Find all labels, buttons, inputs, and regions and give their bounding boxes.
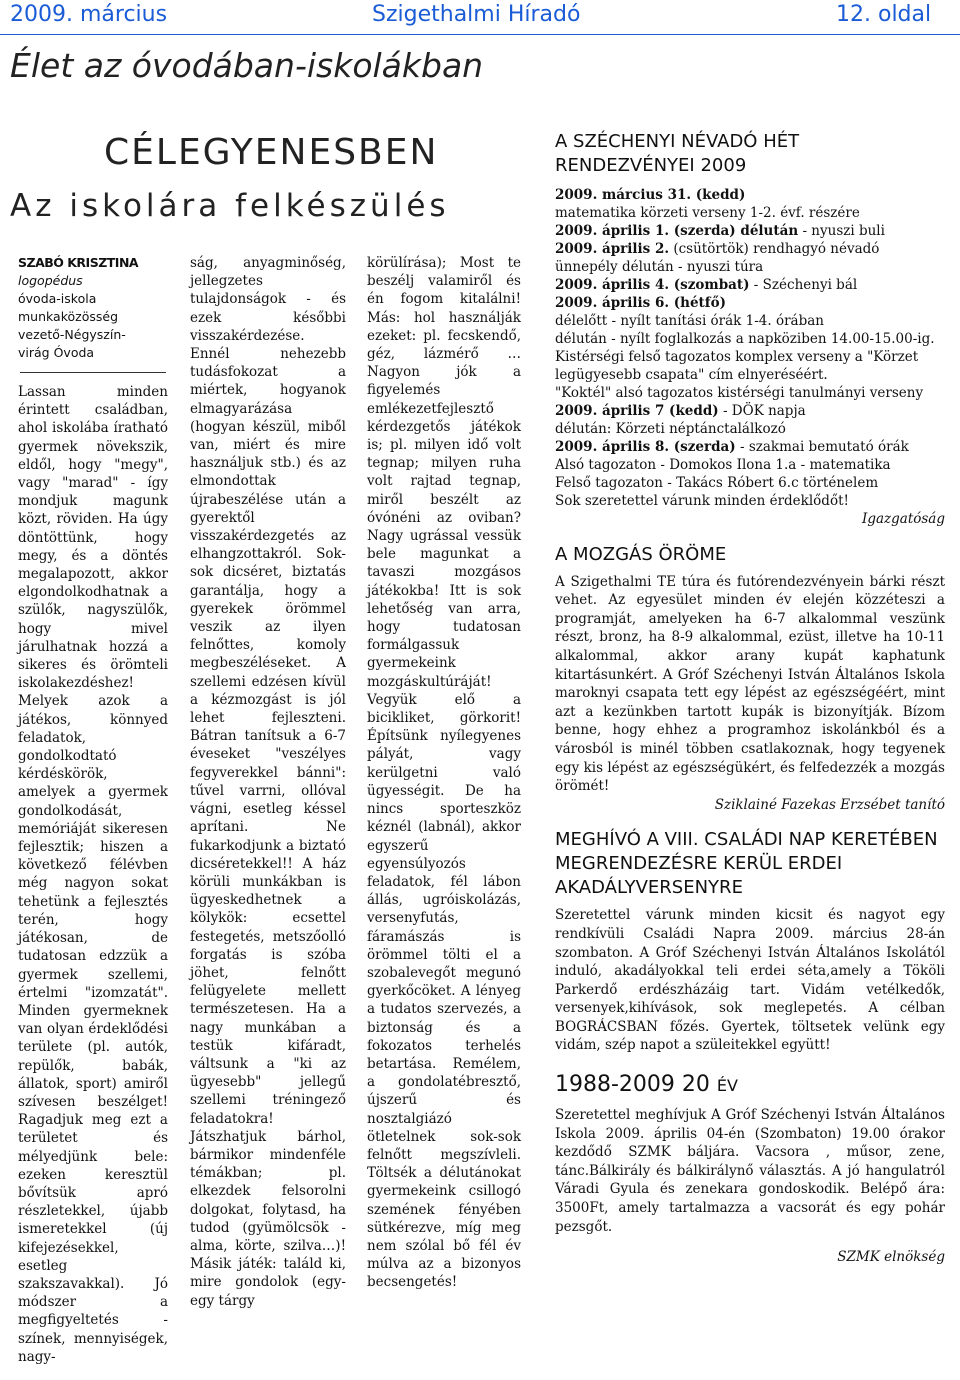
event-item: "Koktél" alsó tagozatos kistérségi tanulmányi verseny [555, 385, 924, 401]
ball-title-years: 1988-2009 20 [555, 1072, 710, 1098]
invitation-title [555, 828, 945, 900]
author-role-line: logopédus [18, 273, 83, 288]
author-name: SZABÓ KRISZTINA [18, 255, 139, 270]
author-role-line: virág Óvoda [18, 345, 95, 360]
event-title-line: RENDEZVÉNYEI 2009 [555, 155, 747, 176]
author-block [18, 254, 168, 362]
event-item: Felső tagozaton - Takács Róbert 6.c történelem [555, 475, 879, 491]
article-column-3 [367, 254, 521, 1292]
event-item: délelőtt - nyílt tanítási órák 1-4. órában [555, 313, 824, 329]
article-column-2 [190, 254, 346, 1310]
event-item: 2009. március 31. (kedd) [555, 187, 746, 203]
article-column-1 [18, 254, 168, 1366]
event-item: 2009. április 4. (szombat) - Széchenyi bál [555, 277, 858, 293]
sport-article-title: A MOZGÁS ÖRÖME [555, 543, 727, 565]
event-item: délután: Körzeti néptánctalálkozó [555, 421, 786, 437]
invitation-body: Szeretettel várunk minden kicsit és nagyot egy rendkívüli Családi Napra 2009. március 28-án szombaton. A Gróf Széchenyi István Általános Iskolától induló, akadályokkal teli erdei séta,amely a Tököli Parkerdő erdészházáig tart. Vidám vetélkedők, versenyek,kihívások, sok meglepetés. A célban BOGRÁCSBAN főzés. Gyertek, töltsetek velünk egy vidám, szép napot a szüleitekkel együtt! [555, 907, 945, 1054]
author-role-line: vezető-Négyszín- [18, 327, 126, 342]
event-title-line: A SZÉCHENYI NÉVADÓ HÉT [555, 131, 800, 152]
article-body-text: Lassan minden érintett családban, ahol iskolába íratható gyermek növekszik, eldől, hogy "megy", vagy "marad" - így mondjuk magunk közt, röviden. Ha úgy döntöttünk, hogy megy, és a döntés megalapozott, akkor elgondolkodhatnak a szülők, nagyszülők, hogy mivel járulhatnak hozzá a sikeres és örömteli iskolakezdéshez! Melyek azok a játékos, könnyed feladatok, gondolkodtató kérdéskörök, amelyek a gyermek gondolkodását, memóriáját sikeresen fejlesztik; hiszen a következő félévben még nagyon sokat tehetünk a fejlesztés terén, hogy játékosan, de tudatosan edzzük a gyermek szellemi, értelmi "izomzatát". Minden gyermeknek van olyan érdeklődési területe (pl. autók, repülők, babák, állatok, sport) amiről szívesen beszélget! Ragadjuk meg ezt a területet és mélyedjünk bele: ezeken keresztül bővítsük apró részletekkel, újabb ismeretekkel (új kifejezésekkel, esetleg szakszavakkal). Jó módszer a megfigyeltetés - színek, mennyiségek, nagy- [18, 384, 168, 1365]
event-item: 2009. április 1. (szerda) délután - nyuszi buli [555, 223, 885, 239]
author-divider [20, 372, 166, 373]
article-body-text: körülírása); Most te beszélj valamiről és én fogom kitalálni! Más: hol használják ezeket: pl. fecskendő, géz, lázmérő … Nagyon jók a figyelemés emlékezetfejlesztő kérdezgetős játékok is; pl. milyen idő volt tegnap; milyen ruha volt rajtad tegnap, miről beszélt az óvónéni az oviban? Nagy ugrással vessük bele magunkat a tavaszi mozgásos játékokba! Itt is sok lehetőség van arra, hogy tudatosan formálgassuk gyermekeink mozgáskultúráját! Vegyük elő a bicikliket, görkorit! Építsünk nyílegyenes pályát, vagy kerülgetni való ügyességit. De ha nincs sporteszköz kéznél (labnál), akkor egyszerű egyensúlyozós feladatok, fél lábon állás, ugróiskolázás, versenyfutás, fáramászás is örömmel tölti el a szobalevegőt megunó gyerkőcöket. A lényeg a tudatos szervezés, a biztonság és a fokozatos terhelés betartása. Remélem, a gondolatébresztő, újszerű és nosztalgiázó ötletelnek sok-sok felnőtt megszívleli. Töltsék a délutánokat gyermekeink csillogó szemének fényében sütkérezve, míg meg nem szólal bő fél év múlva az a bizonyos becsengetés! [367, 255, 521, 1291]
header-page-number: 12. oldal [836, 2, 932, 27]
invitation-title-line: MEGHÍVÓ A VIII. CSALÁDI NAP KERETÉBEN [555, 829, 938, 851]
ball-title-suffix: ÉV [716, 1076, 738, 1096]
right-column [555, 130, 945, 1267]
event-item: délután - nyílt foglalkozás a napköziben 14.00-15.00-ig. [555, 331, 935, 347]
event-item: 2009. április 8. (szerda) - szakmai bemutató órák [555, 439, 909, 455]
section-title: Élet az óvodában-iskolákban [10, 46, 484, 85]
author-role-line: munkaközösség [18, 309, 118, 324]
event-item: 2009. április 2. (csütörtök) rendhagyó névadó ünnepély délután - nyuszi túra [555, 241, 880, 275]
header-date: 2009. március [10, 2, 168, 27]
sport-article-signature: Sziklainé Fazekas Erzsébet tanító [714, 796, 945, 813]
ball-title [555, 1071, 945, 1100]
invitation-title-line: AKADÁLYVERSENYRE [555, 877, 743, 899]
article-title: CÉLEGYENESBEN [104, 132, 439, 173]
header-rule [0, 34, 960, 35]
author-role-line: óvoda-iskola [18, 291, 97, 306]
event-item: matematika körzeti verseny 1-2. évf. részére [555, 205, 860, 221]
event-item: 2009. április 7 (kedd) - DÖK napja [555, 403, 806, 419]
event-item: Kistérségi felső tagozatos komplex verseny a "Körzet legügyesebb csapata" cím elnyeréséért. [555, 349, 919, 383]
article-body-text: ság, anyagminőség, jellegzetes tulajdonságok - és ezek későbbi visszakérdezése. Ennél nehezebb tudásfokozat a miértek, hogyanok elmagyarázása (hogyan készül, miből van, miért és mire használjuk stb.) és az elmondottak újrabeszélése után a gyerektől visszakérdezgetés az elhangzottakról. Sok-sok dicséret, biztatás garantálja, hogy a gyerekek örömmel veszik az ilyen felnőttes, komoly megbeszéléseket. A szellemi edzésen kívül a kézmozgást is jól lehet fejleszteni. Bátran tanítsuk a 6-7 éveseket "veszélyes fegyverekkel bánni": tűvel varrni, ollóval vágni, esetleg késsel aprítani. Ne fukarkodjunk a biztató dicséretekkel!! A ház körüli munkákban is ügyeskedhetnek a kölykök: ecsettel festegetés, metszőolló forgatás is szóba jöhet, felnőtt felügyelete mellett természetesen. Ha a nagy munkában a testük kifáradt, váltsunk a "ki az ügyesebb" jellegű szellemi tréningező feladatokra! Játszhatjuk bárhol, bármikor mindenféle témákban; pl. elkezdek felsorolni dolgokat, folytasd, ha tudod (gyümölcsök - alma, körte, szilva…)! Másik játék: találd ki, mire gondolok (egy-egy tárgy [190, 255, 346, 1309]
event-list [555, 186, 945, 510]
event-schedule-title [555, 130, 945, 178]
ball-body: Szeretettel meghívjuk A Gróf Széchenyi István Általános Iskola 2009. április 04-én (Szombaton) 19.00 órakor kezdődő SZMK báljára. Vacsora , műsor, zene, tánc.Bálkirály és bálkirálynő választás. A jó hangulatról Váradi Gyula és zenekara gondoskodik. Belépő ára: 3500Ft, amely tartalmazza a vacsorát és egy pohár pezsgőt. [555, 1107, 945, 1235]
invitation-title-line: MEGRENDEZÉSRE KERÜL ERDEI [555, 853, 843, 875]
event-item: 2009. április 6. (hétfő) [555, 295, 726, 311]
ball-signature: SZMK elnökség [837, 1249, 945, 1266]
sport-article-body: A Szigethalmi TE túra és futórendezvényein bárki részt vehet. Az egyesület minden év elején közzéteszi a programját, amelyeken ha 6-7 alkalommal veszünk részt, bronz, ha 8-9 alkalommal, ezüst, illetve ha 10-11 alkalommal, akkor arany kupát kaphatunk kitartásunkért. A Gróf Széchenyi István Általános Iskola maroknyi csapata tett egy lépést az egészségéért, mint azt a kezünkben tartott kupák is bizonyítják. Bízom benne, hogy ehhez a programhoz iskolánkból és a városból is minél többen csatlakoznak, hogy tegyenek egy kis lépést az egészségükért, és felfedezzék a mozgás örömét! [555, 573, 945, 795]
article-subtitle: Az iskolára felkészülés [10, 188, 450, 224]
event-item: Alsó tagozaton - Domokos Ilona 1.a - matematika [555, 457, 891, 473]
event-item: Sok szeretettel várunk minden érdeklődőt! [555, 493, 849, 509]
event-signature: Igazgatóság [862, 511, 945, 527]
header-paper-name: Szigethalmi Híradó [372, 2, 581, 27]
